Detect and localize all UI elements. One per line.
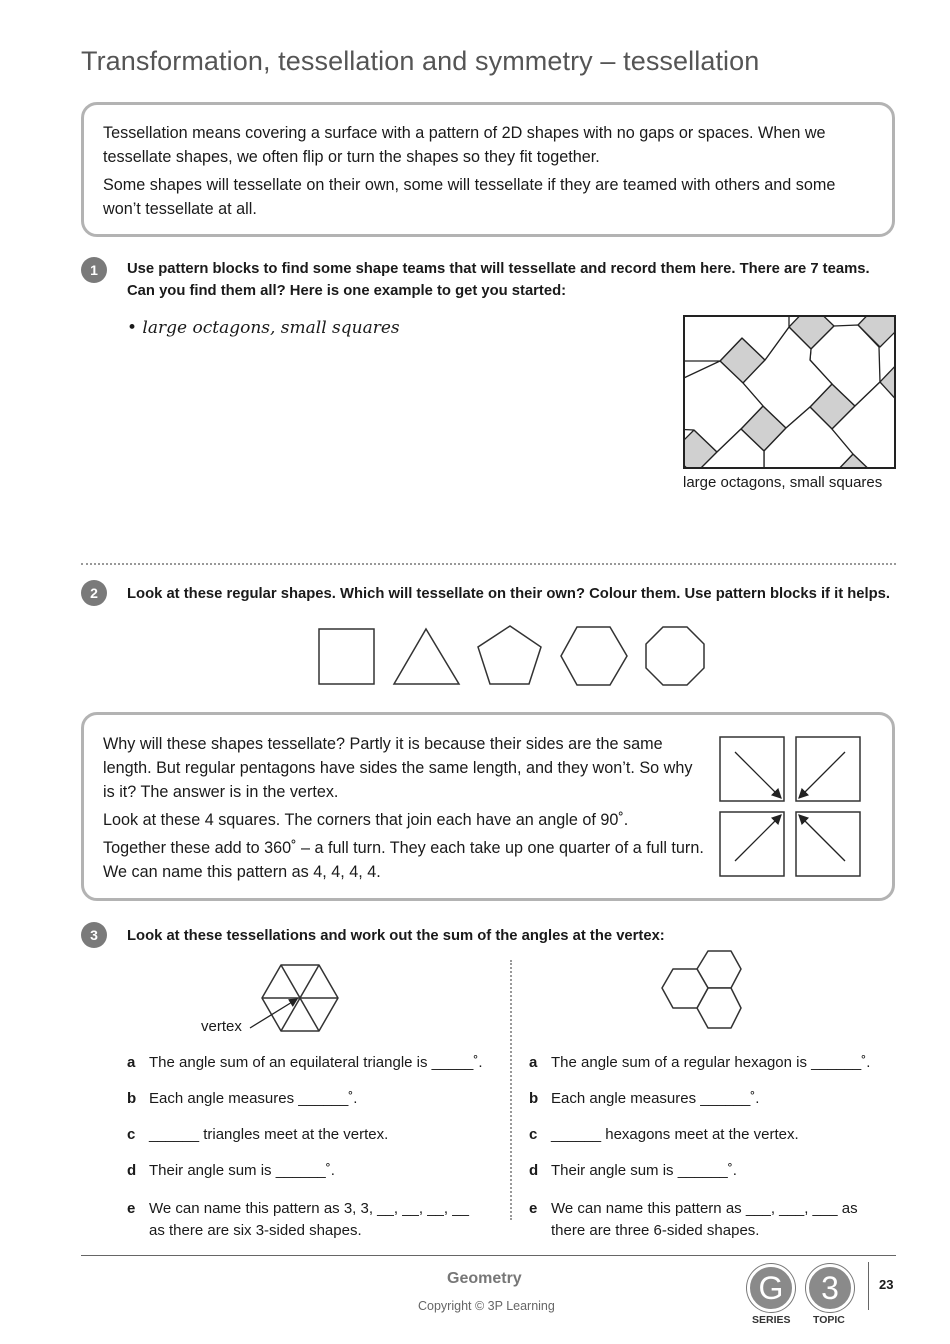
- page-number: 23: [879, 1277, 894, 1292]
- item-text: ______ hexagons meet at the vertex.: [551, 1126, 799, 1143]
- right-item-e: [529, 1198, 858, 1242]
- vertex-label: vertex: [201, 1018, 242, 1035]
- left-item-c: [127, 1126, 388, 1143]
- four-squares-vertex-figure: [719, 736, 862, 878]
- item-text: Their angle sum is ______˚.: [551, 1162, 737, 1179]
- left-item-d: [127, 1162, 335, 1179]
- right-item-d: [529, 1162, 737, 1179]
- left-item-a: [127, 1054, 483, 1071]
- item-text: We can name this pattern as ___, ___, ___ as: [551, 1200, 858, 1217]
- intro-paragraph-1: Tessellation means covering a surface with a pattern of 2D shapes with no gaps or spaces. When we tessellate shapes, we often flip or turn the shapes so they fit together.: [103, 124, 826, 166]
- question-1-text: Use pattern blocks to find some shape teams that will tessellate and record them here. There are 7 teams. Can you find them all? Here is one example to get you started:: [127, 261, 870, 299]
- hexagon-shape[interactable]: [561, 627, 627, 685]
- page-title: Transformation, tessellation and symmetry – tessellation: [81, 46, 760, 76]
- item-text-continued: as there are six 3-sided shapes.: [149, 1222, 362, 1239]
- left-item-b: [127, 1090, 357, 1107]
- right-item-c: [529, 1126, 799, 1143]
- topic-label: TOPIC: [813, 1314, 845, 1326]
- why-paragraph-3: Together these add to 360˚ – a full turn. They each take up one quarter of a full turn. We can name this pattern as 4, 4, 4, 4.: [103, 839, 704, 881]
- square-shape[interactable]: [319, 629, 374, 684]
- item-label: e: [127, 1200, 136, 1217]
- copyright-text: Copyright © 3P Learning: [418, 1299, 555, 1313]
- footer-subject: Geometry: [447, 1270, 522, 1287]
- question-1-example-answer: • large octagons, small squares: [127, 318, 400, 338]
- series-badge: G: [747, 1264, 795, 1312]
- why-paragraph-1: Why will these shapes tessellate? Partly it is because their sides are the same length. But regular pentagons have sides the same length, and they won’t. So why is it? The answer is in the vertex.: [103, 735, 693, 801]
- item-text-continued: there are three 6-sided shapes.: [551, 1222, 760, 1239]
- vertex-arrow-icon: [245, 995, 305, 1035]
- octagon-square-tessellation-figure: [683, 315, 896, 469]
- intro-box: [81, 102, 895, 237]
- topic-badge: 3: [806, 1264, 854, 1312]
- why-paragraph-2: Look at these 4 squares. The corners that join each have an angle of 90˚.: [103, 811, 629, 829]
- left-item-e: [127, 1198, 469, 1242]
- item-text: The angle sum of a regular hexagon is ______˚.: [551, 1054, 871, 1071]
- item-label: b: [127, 1090, 137, 1107]
- hexagon-tessellation-figure: [660, 948, 745, 1032]
- right-item-a: [529, 1054, 870, 1071]
- item-label: b: [529, 1090, 539, 1107]
- figure-caption: large octagons, small squares: [683, 474, 883, 491]
- section-divider: [81, 563, 896, 565]
- item-text: The angle sum of an equilateral triangle is _____˚.: [149, 1054, 483, 1071]
- question-1-number: 1: [81, 257, 107, 283]
- series-label: SERIES: [752, 1314, 791, 1326]
- octagon-shape[interactable]: [646, 627, 704, 685]
- page-number-separator: [868, 1262, 869, 1310]
- item-label: a: [127, 1054, 136, 1071]
- item-label: c: [127, 1126, 136, 1143]
- item-text: Their angle sum is ______˚.: [149, 1162, 335, 1179]
- item-text: Each angle measures ______˚.: [149, 1090, 358, 1107]
- column-divider: [510, 960, 512, 1220]
- right-item-b: [529, 1090, 759, 1107]
- intro-paragraph-2: Some shapes will tessellate on their own, some will tessellate if they are teamed with others and some won’t tessellate at all.: [103, 176, 836, 218]
- item-text: We can name this pattern as 3, 3, __, __, __, __: [149, 1200, 469, 1217]
- triangle-shape[interactable]: [394, 629, 459, 684]
- item-label: e: [529, 1200, 538, 1217]
- item-label: a: [529, 1054, 538, 1071]
- item-label: d: [127, 1162, 137, 1179]
- question-2-text: Look at these regular shapes. Which will tessellate on their own? Colour them. Use pattern blocks if it helps.: [127, 586, 891, 602]
- question-3-number: 3: [81, 922, 107, 948]
- item-text: ______ triangles meet at the vertex.: [149, 1126, 389, 1143]
- item-label: d: [529, 1162, 539, 1179]
- pentagon-shape[interactable]: [478, 626, 541, 684]
- regular-shapes-row: [315, 622, 710, 690]
- item-label: c: [529, 1126, 538, 1143]
- question-3-text: Look at these tessellations and work out the sum of the angles at the vertex:: [127, 928, 665, 944]
- item-text: Each angle measures ______˚.: [551, 1090, 760, 1107]
- footer-rule: [81, 1255, 896, 1256]
- question-2-number: 2: [81, 580, 107, 606]
